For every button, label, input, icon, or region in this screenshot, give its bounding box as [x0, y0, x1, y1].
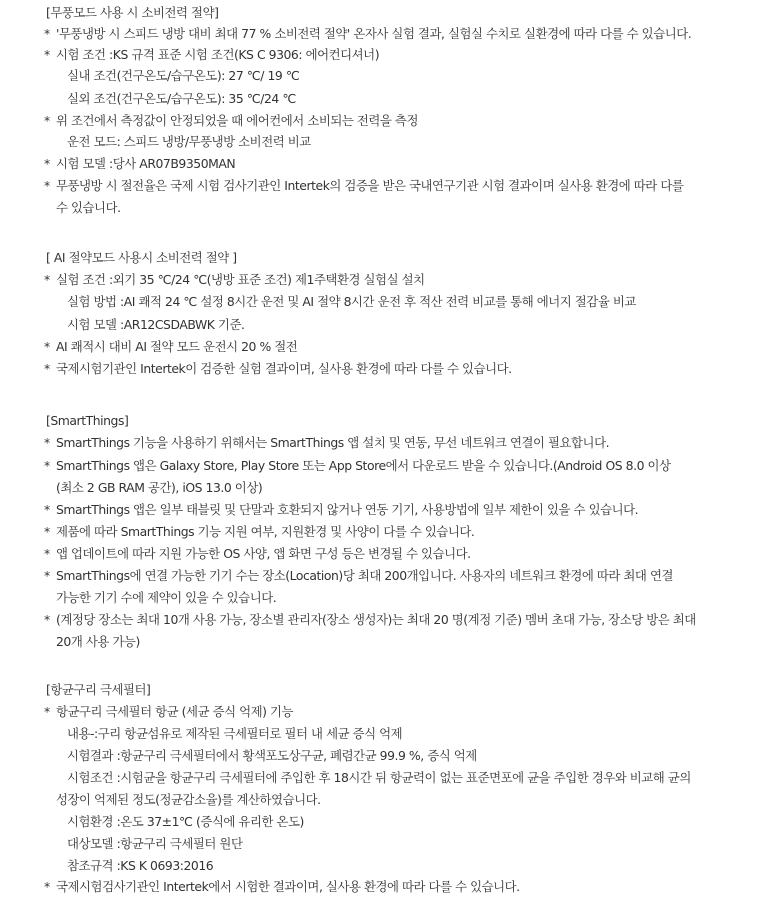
section-heading: [ AI 절약모드 사용시 소비전력 절약 ] — [46, 250, 237, 265]
section-heading: [무풍모드 사용 시 소비전력 절약] — [46, 5, 219, 20]
section-heading: [항균구리 극세필터] — [46, 682, 151, 697]
section-heading: [SmartThings] — [46, 413, 129, 428]
notice-document: [무풍모드 사용 시 소비전력 절약] * '무풍냉방 시 스피드 냉방 대비 최대 77 % 소비전력 절약' 온자사 실험 결과, 실험실 수치로 실환경에 따라 다를 수 있습니다. * 시험 조건 :KS 규격 표준 시험 조건(KS C 9306: 에어컨디셔너) 실내 조건(건구온도/습구온도): 27 ℃/ 19 ℃ 실외 조건(건구온도/습구온도): 35 ℃/24 ℃ * 위 조건에서 측정값이 안정되었을 때 에어컨에서 소비되는 전력을 측정 운전 모드: 스피드 냉방/무풍냉방 소비전력 비교 * 시험 모델 :당사 AR07B9350MAN * 무풍냉방 시 절전율은 국제 시험 검사기관인 Intertek의 검증을 받은 국내연구기관 시험 결과이며 실사용 환경에 따라 다를 수 있습니다. [ AI 절약모드 사용시 소비전력 절약 ] * 실험 조건 :외기 35 ℃/24 ℃(냉방 표준 조건) 제1주택환경 실험실 설치 실험 방법 :AI 쾌적 24 ℃ 설정 8시간 운전 및 AI 절약 8시간 운전 후 적산 전력 비교를 통해 에너지 절감율 비교 시험 모델 :AR12CSDABWK 기준. * AI 쾌적시 대비 AI 절약 모드 운전시 20 % 절전 * 국제시험기관인 Intertek이 검증한 실험 결과이며, 실사용 환경에 따라 다를 수 있습니다. [SmartThings] * SmartThings 기능을 사용하기 위해서는 SmartThings 앱 설치 및 연동, 무선 네트워크 연결이 필요합니다. * SmartThings 앱은 Galaxy Store, Play Store 또는 App Store에서 다운로드 받을 수 있습니다.(Android OS 8.0 이상 (최소 2 GB RAM 공간), iOS 13.0 이상) * SmartThings 앱은 일부 태블릿 및 단말과 호환되지 않거나 연동 기기, 사용방법에 일부 제한이 있을 수 있습니다. * 제품에 따라 SmartThings 기능 지원 여부, 지원환경 및 사양이 다를 수 있습니다. * 앱 업데이트에 따라 지원 가능한 OS 사양, 앱 화면 구성 등은 변경될 수 있습니다. * SmartThings에 연결 가능한 기기 수는 장소(Location)당 최대 200개입니다. 사용자의 네트워크 환경에 따라 최대 연결 가능한 기기 수에 제약이 있을 수 있습니다. * (계정당 장소는 최대 10개 사용 가능, 장소별 관리자(장소 생성자)는 최대 20 명(계정 기준) 멤버 초대 가능, 장소당 방은 최대 20개 사용 가능) [항균구리 극세필터] * 항균구리 극세필터 항균 (세균 증식 억제) 기능 내용-:구리 항균섬유로 제작된 극세필터로 필터 내 세균 증식 억제 시험결과 :항균구리 극세필터에서 황색포도상구균, 폐렴간균 99.9 %, 증식 억제 시험조건 :시험균을 항균구리 극세필터에 주입한 후 18시간 뒤 항균력이 없는 표준면포에 균을 주입한 경우와 비교해 균의 성장이 억제된 정도(정균감소율)를 계산하였습니다. 시험환경 :온도 37±1℃ (증식에 유리한 온도) 대상모델 :항균구리 극세필터 원단 참조규격 :KS K 0693:2016 * 국제시험검사기관인 Intertek에서 시험한 결과이며, 실사용 환경에 따라 다를 수 있습니다. — [44, 5, 696, 894]
